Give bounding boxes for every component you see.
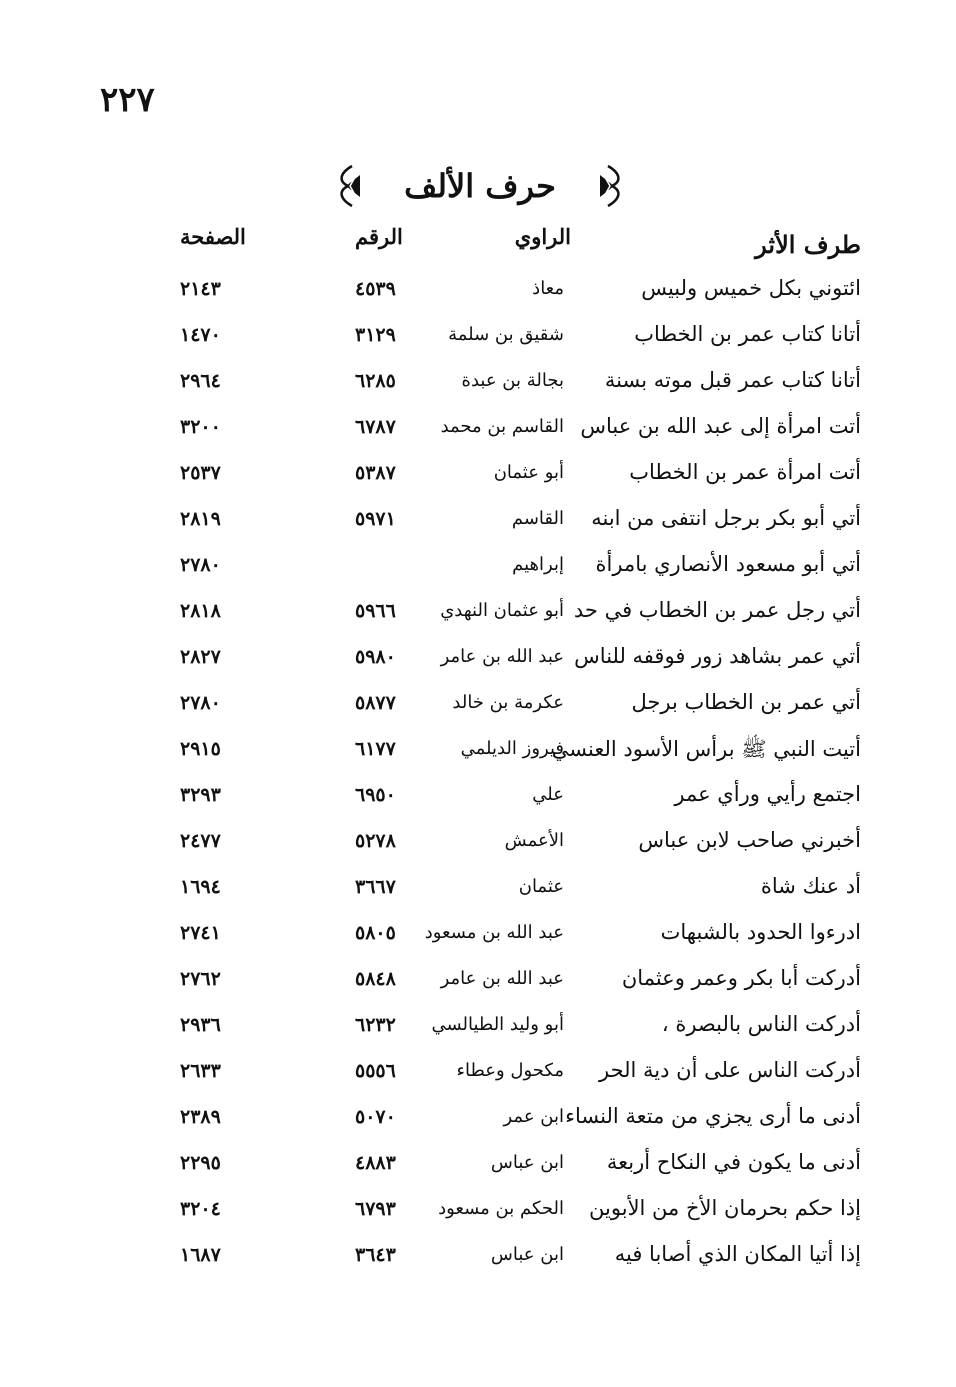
- row-page: ٣٢٩٣: [180, 784, 221, 806]
- table-row: [0, 782, 956, 828]
- row-number: ٦٧٩٣: [355, 1198, 396, 1220]
- row-text: أتي عمر بشاهد زور فوقفه للناس: [574, 644, 861, 668]
- table-row: [0, 1058, 956, 1104]
- right-ornament-icon: [598, 163, 630, 209]
- row-number: ٦٢٣٢: [355, 1014, 396, 1036]
- row-number: ٣٦٤٣: [355, 1244, 396, 1266]
- row-text: أتانا كتاب عمر قبل موته بسنة: [604, 368, 861, 392]
- row-number: ٦٧٨٧: [355, 416, 396, 438]
- header-number: الرقم: [355, 224, 403, 249]
- table-row: [0, 690, 956, 736]
- row-narrator: عبد الله بن عامر: [440, 968, 564, 989]
- row-text: إذا أتيا المكان الذي أصابا فيه: [614, 1242, 861, 1266]
- page-number: ٢٢٧: [100, 80, 155, 120]
- row-narrator: عبد الله بن مسعود: [424, 922, 564, 943]
- table-row: [0, 874, 956, 920]
- row-text: ائتوني بكل خميس ولبيس: [641, 276, 861, 300]
- row-page: ١٤٧٠: [180, 324, 221, 346]
- table-row: [0, 1242, 956, 1288]
- row-number: ٥٩٧١: [355, 508, 396, 530]
- row-text: أدركت أبا بكر وعمر وعثمان: [621, 966, 861, 990]
- row-text: أتي أبو بكر برجل انتفى من ابنه: [591, 506, 861, 530]
- row-text: أخبرني صاحب لابن عباس: [638, 828, 861, 852]
- row-page: ٣٢٠٤: [180, 1198, 221, 1220]
- table-row: [0, 414, 956, 460]
- row-narrator: علي: [532, 784, 564, 805]
- row-narrator: فيروز الديلمي: [460, 738, 564, 759]
- row-page: ٢٧٨٠: [180, 554, 221, 576]
- table-row: [0, 644, 956, 690]
- table-row: [0, 368, 956, 414]
- row-page: ٢٤٧٧: [180, 830, 221, 852]
- table-row: [0, 1150, 956, 1196]
- row-text: أتي رجل عمر بن الخطاب في حد: [573, 598, 861, 622]
- row-number: ٥٩٨٠: [355, 646, 396, 668]
- row-number: ٥٢٧٨: [355, 830, 396, 852]
- row-number: ٥٥٥٦: [355, 1060, 396, 1082]
- row-narrator: بجالة بن عبدة: [461, 370, 564, 391]
- row-text: أدنى ما يكون في النكاح أربعة: [606, 1150, 861, 1174]
- table-row: [0, 506, 956, 552]
- row-number: ٥٣٨٧: [355, 462, 396, 484]
- row-text: أدنى ما أرى يجزي من متعة النساء: [565, 1104, 861, 1128]
- row-page: ٢٨١٨: [180, 600, 221, 622]
- row-number: ٦١٧٧: [355, 738, 396, 760]
- row-number: [355, 552, 435, 554]
- row-text: ادرءوا الحدود بالشبهات: [660, 920, 861, 944]
- row-page: ٣٢٠٠: [180, 416, 221, 438]
- table-row: [0, 460, 956, 506]
- row-page: ٢٥٣٧: [180, 462, 221, 484]
- row-narrator: ابن عباس: [490, 1152, 564, 1173]
- table-row: [0, 1104, 956, 1150]
- row-narrator: أبو وليد الطيالسي: [431, 1014, 564, 1035]
- row-narrator: عثمان: [518, 876, 564, 897]
- row-narrator: عكرمة بن خالد: [452, 692, 564, 713]
- header-narrator: الراوي: [514, 224, 571, 249]
- table-row: [0, 552, 956, 598]
- table-row: [0, 322, 956, 368]
- row-narrator: ابن عباس: [490, 1244, 564, 1265]
- row-text: إذا حكم بحرمان الأخ من الأبوين: [589, 1196, 861, 1220]
- row-number: ٥٨٠٥: [355, 922, 396, 944]
- index-table: [0, 220, 956, 1288]
- row-narrator: عبد الله بن عامر: [440, 646, 564, 667]
- row-text: أتي أبو مسعود الأنصاري بامرأة: [595, 552, 861, 576]
- table-row: [0, 920, 956, 966]
- row-number: ٤٥٣٩: [355, 278, 396, 300]
- table-row: [0, 276, 956, 322]
- row-text: أتي عمر بن الخطاب برجل: [631, 690, 861, 714]
- section-title: حرف الألف: [404, 167, 556, 205]
- row-text: أدركت الناس بالبصرة ،: [661, 1012, 861, 1036]
- row-number: ٥٨٧٧: [355, 692, 396, 714]
- row-number: ٦٢٨٥: [355, 370, 396, 392]
- row-page: ٢١٤٣: [180, 278, 221, 300]
- row-page: ٢٩١٥: [180, 738, 221, 760]
- row-number: ٤٨٨٣: [355, 1152, 396, 1174]
- row-page: ٢٣٨٩: [180, 1106, 221, 1128]
- table-row: [0, 966, 956, 1012]
- row-text: أتيت النبي ﷺ برأس الأسود العنسي: [551, 737, 861, 761]
- table-row: [0, 828, 956, 874]
- row-narrator: القاسم: [511, 508, 564, 529]
- row-page: ١٦٨٧: [180, 1244, 221, 1266]
- row-text: أتانا كتاب عمر بن الخطاب: [634, 322, 861, 346]
- section-header: [330, 160, 630, 212]
- row-page: ٢٧٤١: [180, 922, 221, 944]
- row-narrator: ابن عمر: [503, 1106, 564, 1127]
- row-page: ٢٦٣٣: [180, 1060, 221, 1082]
- header-page: الصفحة: [180, 224, 246, 249]
- table-row: [0, 1012, 956, 1058]
- row-narrator: أبو عثمان: [493, 462, 564, 483]
- row-narrator: القاسم بن محمد: [440, 416, 564, 437]
- left-ornament-icon: [330, 163, 362, 209]
- row-number: ٣٦٦٧: [355, 876, 396, 898]
- row-page: ٢٩٣٦: [180, 1014, 221, 1036]
- row-narrator: مكحول وعطاء: [456, 1060, 564, 1081]
- row-page: ٢٩٦٤: [180, 370, 221, 392]
- row-narrator: الأعمش: [504, 830, 564, 851]
- row-text: أتت امرأة عمر بن الخطاب: [629, 460, 861, 484]
- table-row: [0, 1196, 956, 1242]
- row-narrator: معاذ: [532, 278, 564, 299]
- row-text: اجتمع رأيي ورأي عمر: [674, 782, 861, 806]
- table-row: [0, 736, 956, 782]
- row-number: ٣١٢٩: [355, 324, 396, 346]
- row-number: ٥٨٤٨: [355, 968, 396, 990]
- row-narrator: إبراهيم: [512, 554, 564, 575]
- row-page: ٢٨١٩: [180, 508, 221, 530]
- row-text: أتت امرأة إلى عبد الله بن عباس: [580, 414, 861, 438]
- row-page: ٢٧٦٢: [180, 968, 221, 990]
- row-narrator: شقيق بن سلمة: [448, 324, 564, 345]
- table-header-row: [0, 220, 956, 276]
- row-page: ٢٧٨٠: [180, 692, 221, 714]
- row-number: ٥٩٦٦: [355, 600, 396, 622]
- row-page: ٢٨٢٧: [180, 646, 221, 668]
- row-number: ٥٠٧٠: [355, 1106, 396, 1128]
- row-number: ٦٩٥٠: [355, 784, 396, 806]
- row-text: أد عنك شاة: [760, 874, 861, 898]
- table-row: [0, 598, 956, 644]
- row-page: ١٦٩٤: [180, 876, 221, 898]
- row-narrator: أبو عثمان النهدي: [440, 600, 564, 621]
- row-narrator: الحكم بن مسعود: [438, 1198, 564, 1219]
- row-text: أدركت الناس على أن دية الحر: [599, 1058, 861, 1082]
- header-text: طرف الأثر: [755, 230, 861, 259]
- row-page: ٢٢٩٥: [180, 1152, 221, 1174]
